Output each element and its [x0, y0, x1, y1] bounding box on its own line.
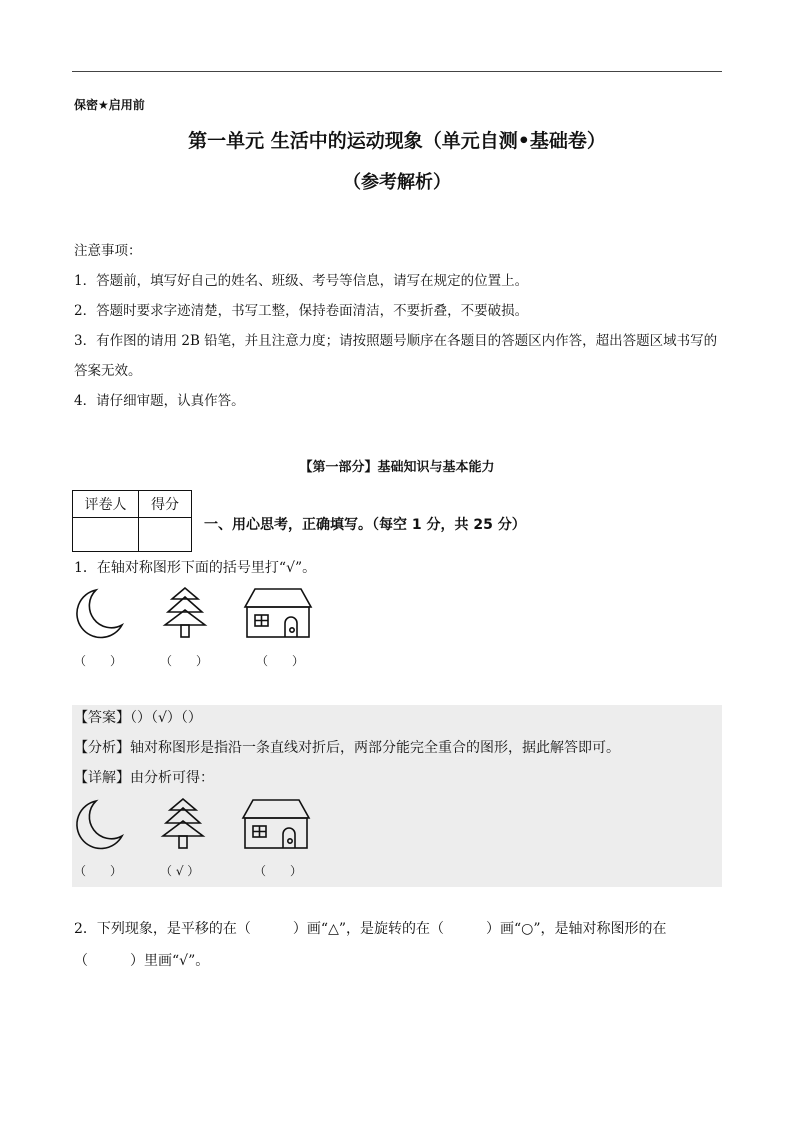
tree-icon — [163, 587, 207, 639]
score-table — [72, 490, 192, 552]
note-item: 3．有作图的请用 2B 铅笔，并且注意力度；请按照题号顺序在各题目的答题区内作答，超出答题区域书写的答案无效。 — [74, 333, 718, 379]
confidential-label: 保密★启用前 — [74, 98, 145, 112]
q1-blank[interactable]: （ ） — [256, 654, 305, 668]
question-1: 1．在轴对称图形下面的括号里打“√”。 — [74, 560, 317, 576]
page-title: 第一单元 生活中的运动现象（单元自测•基础卷） — [188, 130, 606, 152]
moon-icon — [74, 587, 124, 639]
note-item: 4．请仔细审题，认真作答。 — [74, 393, 245, 409]
score-header-score: 得分 — [139, 491, 192, 518]
moon-icon — [74, 798, 124, 850]
house-icon — [241, 798, 311, 850]
detail-line: 【详解】由分析可得： — [74, 770, 214, 786]
answer-mark: （ ） — [254, 864, 303, 878]
tree-icon — [161, 798, 205, 850]
notes-heading: 注意事项： — [74, 243, 142, 259]
notes-block — [74, 236, 724, 416]
house-icon — [243, 587, 313, 639]
answer-mark: （ ） — [74, 864, 123, 878]
page-subtitle: （参考解析） — [343, 172, 451, 193]
q1-blank[interactable]: （ ） — [160, 654, 209, 668]
section-heading: 一、用心思考，正确填写。（每空 1 分，共 25 分） — [204, 517, 526, 533]
part-title: 【第一部分】基础知识与基本能力 — [299, 460, 495, 475]
note-item: 1．答题前，填写好自己的姓名、班级、考号等信息，请写在规定的位置上。 — [74, 273, 529, 289]
question-2: 2．下列现象，是平移的在（ ）画“△”，是旋转的在（ ）画“○”，是轴对称图形的在（ ）里画“√”。 — [74, 921, 667, 969]
analysis-line: 【分析】轴对称图形是指沿一条直线对折后，两部分能完全重合的图形，据此解答即可。 — [74, 740, 620, 756]
answer-mark: （ √ ） — [160, 864, 200, 878]
score-header-grader: 评卷人 — [73, 491, 139, 518]
header-rule — [72, 71, 722, 72]
answer-line: 【答案】（）（√）（） — [74, 710, 202, 726]
q1-blank[interactable]: （ ） — [74, 654, 123, 668]
score-cell-score[interactable] — [139, 518, 192, 552]
note-item: 2．答题时要求字迹清楚，书写工整，保持卷面清洁，不要折叠，不要破损。 — [74, 303, 529, 319]
answer-box — [72, 705, 722, 887]
score-cell-grader[interactable] — [73, 518, 139, 552]
